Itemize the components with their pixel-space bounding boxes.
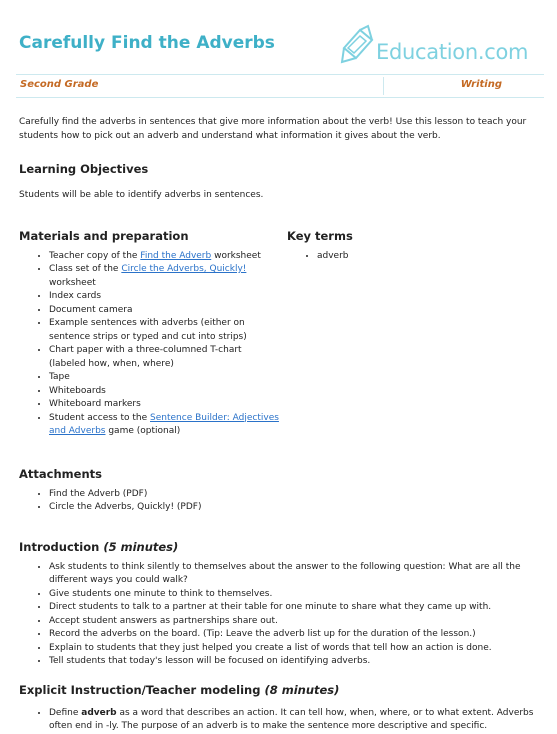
sentence-builder-link[interactable]: Sentence Builder: Adjectives and Adverbs bbox=[49, 412, 279, 436]
page-title: Carefully Find the Adverbs bbox=[19, 33, 275, 53]
list-item: • Direct students to talk to a partner at their table for one minute to share what they came up with. bbox=[49, 601, 557, 615]
heading-text: Explicit Instruction/Teacher modeling bbox=[19, 683, 261, 697]
term-bold: adverb bbox=[81, 707, 117, 718]
item-text: Class set of the bbox=[49, 264, 122, 274]
item-text: Student access to the bbox=[49, 412, 151, 423]
item-text: worksheet bbox=[49, 277, 96, 288]
list-item: • Tell students that today's lesson will be focused on identifying adverbs. bbox=[49, 655, 557, 669]
list-item bbox=[49, 412, 279, 439]
list-item: • Index cards bbox=[49, 290, 279, 304]
explicit-list bbox=[19, 707, 557, 734]
meta-divider bbox=[383, 77, 384, 95]
subject-label: Writing bbox=[460, 79, 502, 90]
meta-bar bbox=[16, 74, 544, 98]
section-heading: Attachments bbox=[19, 467, 102, 481]
grade-label: Second Grade bbox=[20, 79, 99, 90]
list-item bbox=[49, 263, 279, 290]
section-heading bbox=[19, 541, 557, 555]
circle-the-adverbs-link[interactable]: Circle the Adverbs, Quickly! bbox=[121, 264, 247, 274]
attachments-section bbox=[19, 468, 539, 515]
intro-paragraph: Carefully find the adverbs in sentences that give more information about the verb! Use this lesson to teach your students how to pick out an adverb and understand what information it gives about the verb. bbox=[19, 117, 527, 141]
attachment-item[interactable]: • Circle the Adverbs, Quickly! (PDF) bbox=[49, 501, 539, 515]
section-heading bbox=[19, 684, 557, 698]
objectives-text: Students will be able to identify adverbs in sentences. bbox=[19, 189, 264, 200]
materials-list bbox=[19, 250, 279, 439]
list-item: • Record the adverbs on the board. (Tip: Leave the adverb list up for the duration of the lesson.) bbox=[49, 628, 557, 642]
logo-text: Education.com bbox=[376, 40, 529, 64]
list-item: • Example sentences with adverbs (either on sentence strips or typed and cut into strips) bbox=[49, 317, 279, 344]
item-text: worksheet bbox=[211, 250, 261, 261]
list-item: • Document camera bbox=[49, 304, 279, 318]
page-header bbox=[0, 0, 557, 72]
list-item: • Chart paper with a three-columned T-chart (labeled how, when, where) bbox=[49, 344, 279, 371]
learning-objectives-section bbox=[19, 163, 539, 202]
explicit-instruction-section bbox=[19, 684, 557, 734]
list-item bbox=[49, 250, 279, 264]
heading-time: (5 minutes) bbox=[103, 540, 179, 554]
list-item: • Accept student answers as partnerships share out. bbox=[49, 615, 557, 629]
list-item: • Tape bbox=[49, 371, 279, 385]
key-terms-list bbox=[287, 250, 527, 264]
item-text: Teacher copy of the bbox=[49, 250, 141, 261]
attachments-list bbox=[19, 488, 539, 515]
section-heading: Key terms bbox=[287, 229, 353, 243]
find-the-adverb-link[interactable]: Find the Adverb bbox=[140, 250, 212, 261]
list-item: • Whiteboards bbox=[49, 385, 279, 399]
section-heading: Materials and preparation bbox=[19, 229, 189, 243]
list-item bbox=[49, 707, 557, 734]
education-com-logo[interactable] bbox=[338, 22, 548, 66]
item-text: game (optional) bbox=[105, 426, 181, 436]
lesson-content bbox=[19, 116, 539, 731]
introduction-list bbox=[19, 561, 557, 669]
list-item: • Whiteboard markers bbox=[49, 398, 279, 412]
heading-time: (8 minutes) bbox=[264, 683, 340, 697]
attachment-item[interactable]: • Find the Adverb (PDF) bbox=[49, 488, 539, 502]
section-heading: Learning Objectives bbox=[19, 162, 149, 176]
heading-text: Introduction bbox=[19, 540, 100, 554]
key-terms-section bbox=[287, 230, 527, 263]
pencil-leaf-logo-icon bbox=[338, 22, 378, 66]
list-item: • Give students one minute to think to themselves. bbox=[49, 588, 557, 602]
list-item: • Ask students to think silently to themselves about the answer to the following question: What are all the different ways you could walk? bbox=[49, 561, 557, 588]
list-item: • adverb bbox=[317, 250, 527, 264]
introduction-section bbox=[19, 541, 557, 669]
item-text: Define bbox=[49, 707, 82, 718]
materials-section bbox=[19, 230, 279, 439]
item-text: as a word that describes an action. It can tell how, when, where, or to what extent. Adverbs often end in -ly. The purpose of an adverb is to make the sentence more descriptive and specific. bbox=[49, 707, 534, 731]
list-item: • Explain to students that they just helped you create a list of words that tell how an action is done. bbox=[49, 642, 557, 656]
